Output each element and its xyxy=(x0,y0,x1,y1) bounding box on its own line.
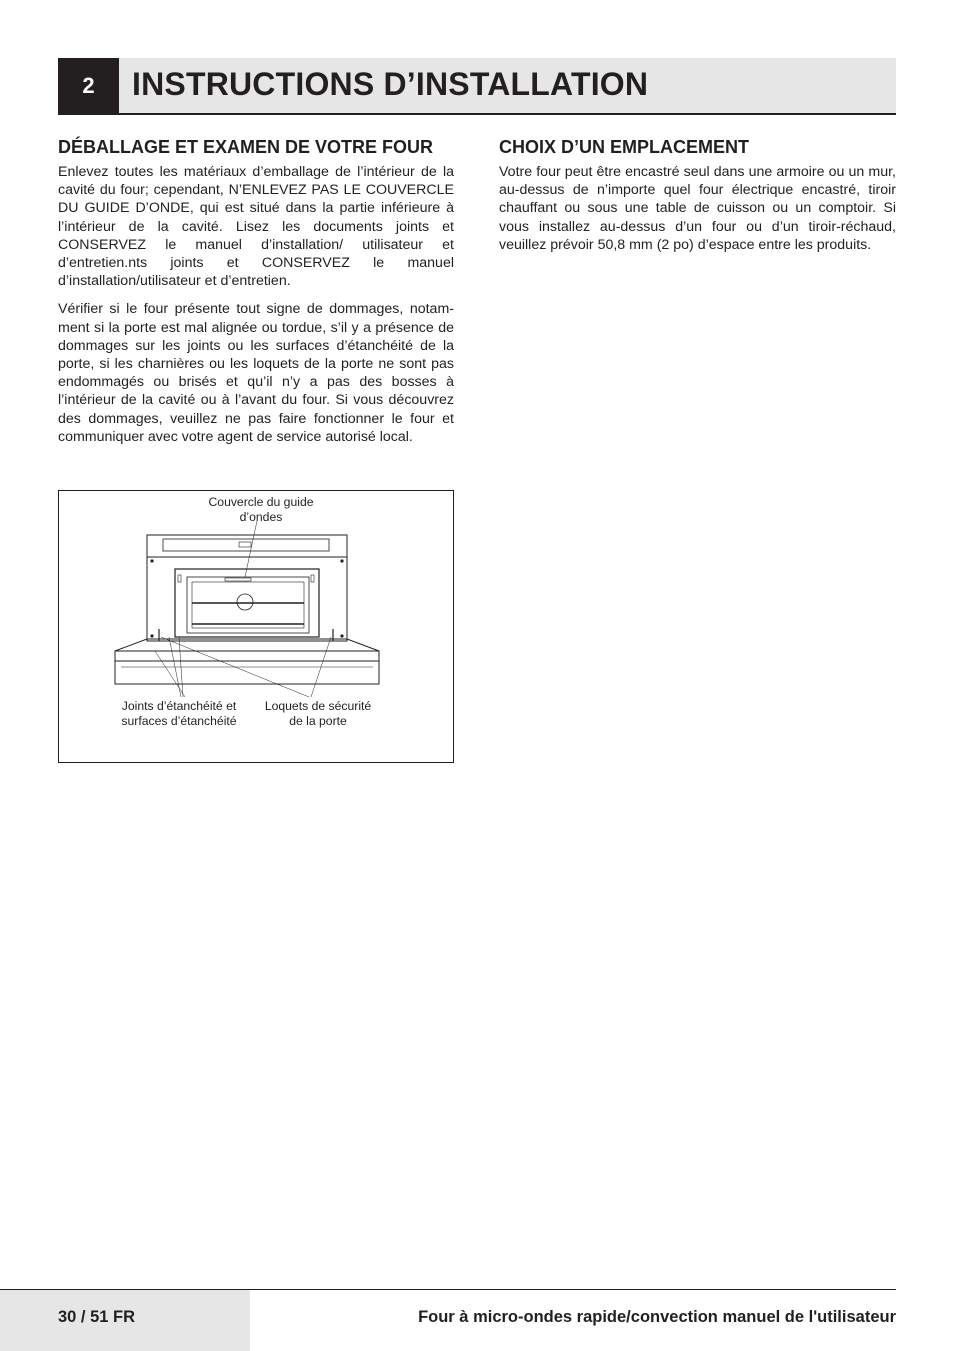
waveguide-cover-label-line2: d’ondes xyxy=(239,510,283,524)
door-latches-label-line1: Loquets de sécurité xyxy=(264,699,372,713)
page-number: 30 / 51 FR xyxy=(58,1308,136,1326)
document-title: Four à micro-ondes rapide/convection manuel de l'utilisateur xyxy=(418,1308,896,1326)
chapter-header xyxy=(58,58,896,115)
waveguide-cover-label xyxy=(191,495,331,525)
door-latches-label xyxy=(253,699,383,729)
unpacking-paragraph-2: Vérifier si le four présente tout signe de dommages, notamment si la porte est mal alignée ou tordue, s’il y a présence de dommages sur les joints ou les surfaces d’étanchéité de la porte, si les charnières ou les loquets de la porte ne sont pas endommagés ou brisés et qu’il n’y a pas des bosses à l’intérieur de la cavité ou à l’avant du four. Si vous découvrez des dommages, veuillez ne pas faire fonctionner le four et communiquer avec votre agent de service autorisé local. xyxy=(58,301,454,445)
location-section xyxy=(499,136,896,264)
seals-label-line2: surfaces d’étanchéité xyxy=(121,714,237,728)
door-latches-label-line2: de la porte xyxy=(289,714,347,728)
location-paragraph-1: Votre four peut être encastré seul dans une armoire ou un mur, au-dessus de n’importe quel four électrique encastré, tiroir chauffant ou sous une table de cuisson ou un comptoir. Si vous installez au-dessus d’un four ou d’un tiroir-réchaud, veuillez prévoir 50,8 mm (2 po) d’espace entre les produits. xyxy=(499,164,896,253)
waveguide-cover-label-line1: Couvercle du guide xyxy=(208,495,314,509)
chapter-number: 2 xyxy=(58,58,119,113)
unpacking-section xyxy=(58,136,454,456)
seals-label xyxy=(109,699,249,729)
chapter-title: INSTRUCTIONS D’INSTALLATION xyxy=(132,66,649,102)
unpacking-paragraph-1: Enlevez toutes les matériaux d’emballage de l’intérieur de la cavité du four; cependant, N’ENLEVEZ PAS LE COUVERCLE DU GUIDE D’ONDE, qui est situé dans la partie inférieure à l’intérieur de la cavité. Lisez les documents joints et CONSERVEZ le manuel d’installation/ utilisateur et d’entretien.nts joints et CONSERVEZ le manuel d’installation/utilisateur et d’entretien. xyxy=(58,164,454,290)
oven-diagram-figure xyxy=(58,490,454,763)
location-title: CHOIX D’UN EMPLACEMENT xyxy=(499,137,750,157)
seals-label-line1: Joints d’étanchéité et xyxy=(121,699,237,713)
page-footer xyxy=(0,1289,896,1351)
unpacking-title: DÉBALLAGE ET EXAMEN DE VOTRE FOUR xyxy=(58,137,434,157)
